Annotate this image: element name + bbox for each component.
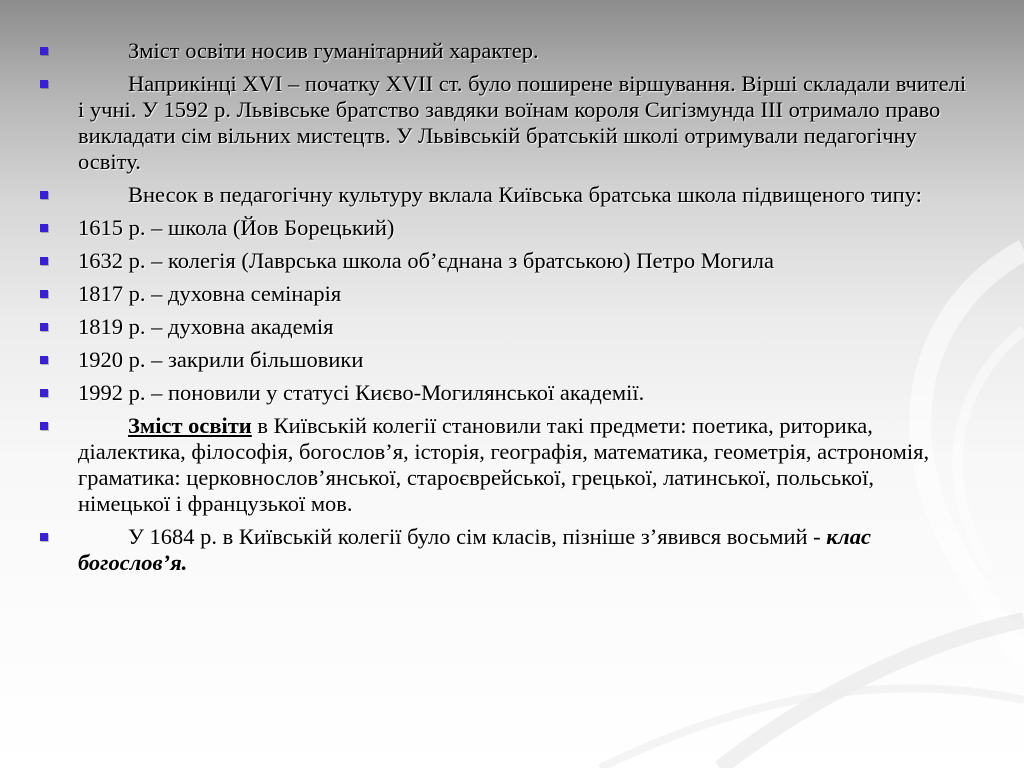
bullet-text: в Київській колегії становили такі предмети: поетика, риторика, діалектика, філософія, богослов’я, історія, географія, математика, геометрія, астрономія, граматика: церковнослов’янської, староєврейської, грецької, латинської, польської, німецької і французької мов. bbox=[78, 413, 930, 516]
bullet-item-6 bbox=[40, 281, 970, 307]
bullet-item-8 bbox=[40, 347, 970, 373]
bullet-emphasis: Зміст освіти bbox=[128, 413, 252, 438]
square-bullet-icon bbox=[40, 323, 48, 331]
bullet-item-1 bbox=[40, 38, 970, 64]
bullet-emphasis: клас богослов’я. bbox=[78, 524, 871, 575]
bullet-text: Наприкінці XVI – початку XVII ст. було поширене віршування. Вірші складали вчителі і учні. У 1592 р. Львівське братство завдяки воїнам короля Сигізмунда ІІІ отримало право викладати сім вільних мистецтв. У Львівській братській школі отримували педагогічну освіту. bbox=[78, 71, 967, 174]
bullet-item-4 bbox=[40, 215, 970, 241]
bullet-item-7 bbox=[40, 314, 970, 340]
square-bullet-icon bbox=[40, 533, 48, 541]
square-bullet-icon bbox=[40, 47, 48, 55]
bullet-item-9 bbox=[40, 380, 970, 406]
bullet-text: 1920 р. – закрили більшовики bbox=[78, 347, 364, 372]
bullet-text: Внесок в педагогічну культуру вклала Київська братська школа підвищеного типу: bbox=[128, 182, 922, 207]
bullet-text: 1632 р. – колегія (Лаврська школа об’єднана з братською) Петро Могила bbox=[78, 248, 774, 273]
square-bullet-icon bbox=[40, 422, 48, 430]
square-bullet-icon bbox=[40, 80, 48, 88]
square-bullet-icon bbox=[40, 356, 48, 364]
square-bullet-icon bbox=[40, 290, 48, 298]
square-bullet-icon bbox=[40, 389, 48, 397]
bullet-item-2 bbox=[40, 71, 970, 175]
slide-bullet-list bbox=[40, 38, 970, 583]
bullet-item-11 bbox=[40, 524, 970, 576]
bullet-text: У 1684 р. в Київській колегії було сім класів, пізніше з’явився восьмий - bbox=[128, 524, 827, 549]
bullet-item-10 bbox=[40, 413, 970, 517]
square-bullet-icon bbox=[40, 257, 48, 265]
bullet-text: 1819 р. – духовна академія bbox=[78, 314, 334, 339]
bullet-text: 1817 р. – духовна семінарія bbox=[78, 281, 342, 306]
bullet-text: 1615 р. – школа (Йов Борецький) bbox=[78, 215, 395, 240]
bullet-text: 1992 р. – поновили у статусі Києво-Могилянської академії. bbox=[78, 380, 645, 405]
bullet-item-5 bbox=[40, 248, 970, 274]
bullet-text: Зміст освіти носив гуманітарний характер. bbox=[128, 38, 539, 63]
square-bullet-icon bbox=[40, 224, 48, 232]
bullet-item-3 bbox=[40, 182, 970, 208]
square-bullet-icon bbox=[40, 191, 48, 199]
